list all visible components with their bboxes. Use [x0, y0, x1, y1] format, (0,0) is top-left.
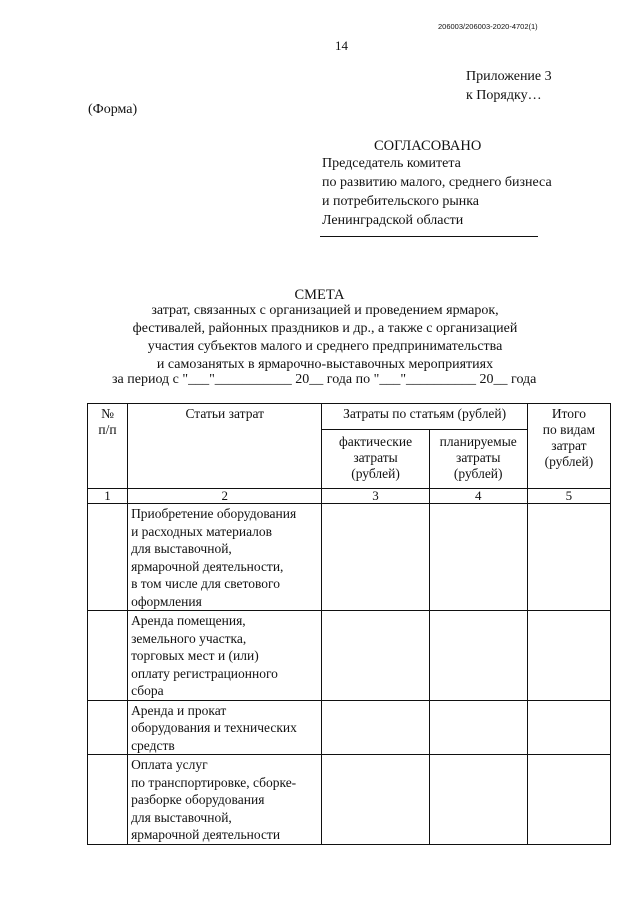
approved-line: по развитию малого, среднего бизнеса: [322, 175, 552, 190]
row-planned-cell: [429, 755, 527, 845]
signature-line: [320, 236, 538, 237]
cost-estimate-table: [87, 403, 611, 845]
column-index: 5: [527, 489, 610, 504]
approved-line: Ленинградской области: [322, 213, 464, 228]
header-number: № п/п: [88, 404, 128, 489]
table-row: [88, 755, 611, 845]
column-index: 4: [429, 489, 527, 504]
row-number-cell: [88, 755, 128, 845]
header-articles: Статьи затрат: [128, 404, 322, 489]
row-total-cell: [527, 611, 610, 701]
subtitle-line: и самозанятых в ярмарочно-выставочных мероприятиях: [156, 357, 494, 372]
header-planned-costs: планируемые затраты (рублей): [429, 430, 527, 489]
row-number-cell: [88, 700, 128, 755]
subtitle-line: затрат, связанных с организацией и проведением ярмарок,: [151, 303, 499, 318]
subtitle-line: участия субъектов малого и среднего предпринимательства: [147, 339, 503, 354]
table-row: [88, 611, 611, 701]
column-index: 2: [128, 489, 322, 504]
row-number-cell: [88, 504, 128, 611]
page-number: 14: [335, 38, 348, 53]
table-row: [88, 504, 611, 611]
row-article-cell: Аренда помещения, земельного участка, торговых мест и (или) оплату регистрационного сбора: [128, 611, 322, 701]
row-article-cell: Аренда и прокат оборудования и технических средств: [128, 700, 322, 755]
approved-line: Председатель комитета: [322, 156, 461, 171]
row-planned-cell: [429, 611, 527, 701]
column-index-row: [88, 489, 611, 504]
approved-signatory: [322, 154, 552, 230]
row-actual-cell: [322, 700, 429, 755]
row-planned-cell: [429, 700, 527, 755]
form-label: (Форма): [88, 102, 138, 117]
smeta-subtitle: [100, 302, 550, 374]
header-actual-costs: фактические затраты (рублей): [322, 430, 429, 489]
appendix-line: к Порядку…: [466, 88, 542, 103]
header-total: Итого по видам затрат (рублей): [527, 404, 610, 489]
approved-title: СОГЛАСОВАНО: [374, 138, 482, 154]
row-actual-cell: [322, 611, 429, 701]
row-article-cell: Оплата услуг по транспортировке, сборке- разборке оборудования для выставочной, ярмарочной деятельности: [128, 755, 322, 845]
row-actual-cell: [322, 755, 429, 845]
smeta-title: СМЕТА: [294, 287, 345, 303]
row-total-cell: [527, 504, 610, 611]
period-line: за период с "___"___________ 20__ года по "___"__________ 20__ года: [112, 372, 537, 387]
table-row: [88, 700, 611, 755]
subtitle-line: фестивалей, районных праздников и др., а также с организацией: [132, 321, 518, 336]
approved-line: и потребительского рынка: [322, 194, 480, 209]
appendix-line: Приложение 3: [466, 69, 552, 84]
row-planned-cell: [429, 504, 527, 611]
column-index: 3: [322, 489, 429, 504]
row-number-cell: [88, 611, 128, 701]
row-article-cell: Приобретение оборудования и расходных материалов для выставочной, ярмарочной деятельности, в том числе для светового оформления: [128, 504, 322, 611]
row-total-cell: [527, 700, 610, 755]
appendix-reference: [466, 67, 552, 105]
header-costs-by-article: Затраты по статьям (рублей): [322, 404, 527, 430]
document-id: 206003/206003-2020-4702(1): [438, 22, 538, 31]
row-actual-cell: [322, 504, 429, 611]
row-total-cell: [527, 755, 610, 845]
column-index: 1: [88, 489, 128, 504]
